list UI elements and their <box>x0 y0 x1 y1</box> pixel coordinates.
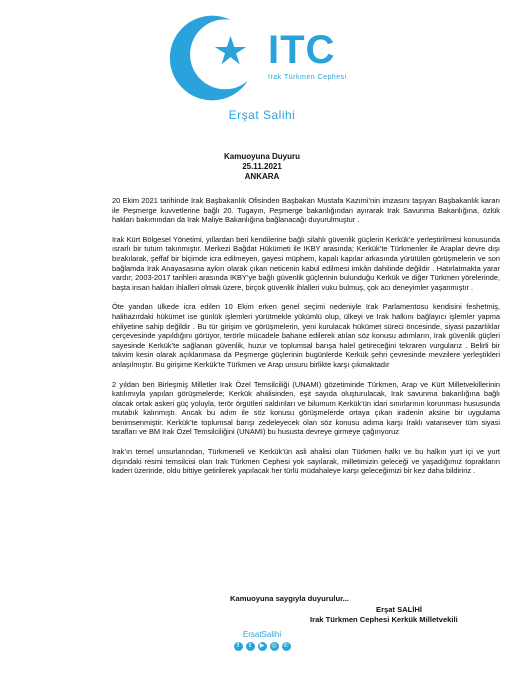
closing-greeting: Kamuoyuna saygıyla duyurulur... <box>230 594 350 603</box>
crescent-and-star-icon <box>168 12 260 104</box>
instagram-icon[interactable]: ◎ <box>271 643 277 649</box>
document-body <box>112 196 500 486</box>
social-handle: ErsatSalihi <box>242 630 282 639</box>
letterhead <box>0 0 524 140</box>
body-paragraph: Irak’ın temel unsurlarından, Türkmeneli ve Kerkük’ün asli ahalisi olan Türkmen halkı ve bu halkın yurt içi ve yurt dışındaki resmi temsilcisi olan Irak Türkmen Cephesi yok sayılarak, milletimizin geleceği ve yaşadığımız toprakların kaderi üzerinde, oldu bittiye getirilerek yapılacak her türlü müdahaleye karşı geleceğimizi bir kez daha bildiririz . <box>112 447 500 476</box>
document-date: 25.11.2021 <box>242 162 282 171</box>
logo-subtitle: Irak Türkmen Cephesi <box>268 74 347 81</box>
signature-title: Irak Türkmen Cephesi Kerkük Milletvekili <box>310 615 458 624</box>
body-paragraph: Irak Kürt Bölgesel Yönetimi, yıllardan beri kendilerine bağlı silahlı güvenlik güçlerin Kerkük’e yerleştirilmesi konusunda ısrarlı bir tutum takınmıştır. Merkezi Bağdat Hükümeti ile IKBY arasında; Kerkük’te Türkmenler ile Araplar devre dışı bırakılarak, şeffaf bir biçimde icra edilmeyen, gayesi müphem, kapalı kapılar arkasında yürütülen görüşmelerin ve son bağlamda Irak Anayasasına aykırı olarak çıkan neticenin kabul edilmesi imkân dahilinde değildir . Hatırlatmakta yarar vardır; 2003-2017 tarihleri arasında IKBY’ye bağlı güvenlik güçlerinin bulunduğu Kerkük ve diğer Türkmen yörelerinde, başta insan hakları ihlalleri olmak üzere, birçok güvenlik ihlalleri vuku bulmuş, çok acı deneyimler yaşanmıştır . <box>112 234 500 292</box>
document-place: ANKARA <box>244 172 280 181</box>
document-heading <box>0 152 524 182</box>
footer <box>0 630 524 651</box>
whatsapp-icon[interactable]: ✆ <box>283 643 289 649</box>
logo-title: ITC <box>268 28 336 72</box>
person-name: Erşat Salihi <box>228 108 296 122</box>
youtube-icon[interactable]: ▶ <box>258 642 267 651</box>
logo-text <box>268 30 347 81</box>
twitter-icon[interactable]: t <box>246 642 255 651</box>
body-paragraph: Öte yandan ülkede icra edilen 10 Ekim erken genel seçimi nedeniyle Irak Parlamentosu kendisini feshetmiş, halihazırdaki hükümet ise günlük işlemleri yürütmekle yükümlü olup, ülkeyi ve Irak halkını bağlayıcı işlemler yapma ehliyetine sahip değildir . Bu tür girişim ve görüşmelerin, yeni kurulacak hükümet süreci öncesinde, siyasi pazarlıklar çerçevesinde yapıldığını görüyor, terörle mücadele bahane edilerek atılan söz konusu adımların, Irak güvenlik güçleri sayesinde Kerkük’te sağlanan güvenlik, huzur ve toplumsal barışa halel getireceğini tekraren vurgularız . Belirli bir takvim kesin olarak açıklanmasa da Peşmerge güçlerinin bugünlerde Kerkük şehri çevresinde mevzilere yerleştikleri anlaşılmıştır. Bu girişime Kerkük’te Türkmen ve Arap unsuru birlikte karşı çıkmaktadır <box>112 302 500 369</box>
facebook-icon[interactable]: f <box>234 642 243 651</box>
body-paragraph: 2 yıldan beri Birleşmiş Milletler Irak Özel Temsilciliği (UNAMI) gözetiminde Türkmen, Arap ve Kürt Milletvekillerinin katılımıyla yapılan görüşmelerde; Kerkük ahalisinden, eşit sayıda oluşturulacak, Irak savunma bakanlığına bağlı olacak ortak askeri güç yoluyla, terör örgütleri saldırıları ve bilumum Kerkük’ün idari sınırlarının korunması hususunda mutabık kalınmıştı. Ancak bu adım ile söz konusu görüşmelerde ortaya çıkan iradenin aksine bir uygulama benimsenmiştir. Kerkük’te toplumsal barışı zedeleyecek olan söz konusu adıma karşı Iraklı vatansever tüm siyasi tarafları ve BM Irak Özel Temsilciliğini (UNAMI) bu hususta devreye girmeye çağırıyoruz <box>112 379 500 437</box>
document-title: Kamuoyuna Duyuru <box>223 152 300 161</box>
signature-name: Erşat SALİHİ <box>376 605 422 614</box>
body-paragraph: 20 Ekim 2021 tarihinde Irak Başbakanlık Ofisinden Başbakan Mustafa Kazımi’nin imzasını taşıyan Başbakanlık kararı ile Peşmerge kuvvetlerine bağlı 20. Tugayın, Peşmerge bakanlığından ayırarak Irak Savunma Bakanlığına, özlük hakları bakımından da Irak Maliye Bakanlığına bağlanacağı duyurulmuştur . <box>112 196 500 225</box>
social-icons <box>0 642 524 651</box>
